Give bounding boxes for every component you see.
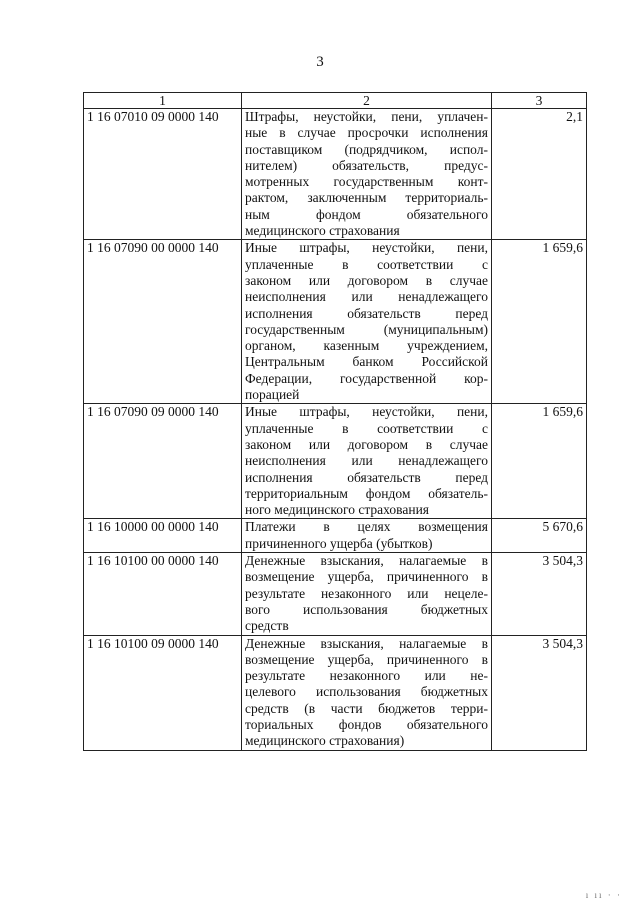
description-line: неисполнения или ненадлежащего <box>245 453 488 469</box>
description-line: уплаченные в соответствии с <box>245 420 488 436</box>
description-line: средств <box>245 618 289 634</box>
description-line: ные в случае просрочки исполнения <box>245 125 488 141</box>
budget-code-cell: 1 16 10100 09 0000 140 <box>84 635 242 750</box>
description-cell <box>242 240 492 404</box>
description-line: исполнения обязательств перед <box>245 469 488 485</box>
description-line: законом или договором в случае <box>245 272 488 288</box>
description-cell <box>242 635 492 750</box>
column-header-description: 2 <box>242 93 492 109</box>
amount-cell: 5 670,6 <box>492 519 587 553</box>
table-row <box>84 553 587 635</box>
table-row <box>84 240 587 404</box>
description-line: причиненного ущерба (убытков) <box>245 535 433 551</box>
amount-cell: 3 504,3 <box>492 553 587 635</box>
description-line: поставщиком (подрядчиком, испол- <box>245 141 488 157</box>
page-number: 3 <box>316 54 324 70</box>
amount-cell: 1 659,6 <box>492 404 587 519</box>
budget-code-cell: 1 16 10100 00 0000 140 <box>84 553 242 635</box>
description-line: Денежные взыскания, налагаемые в <box>245 553 488 569</box>
column-header-code: 1 <box>84 93 242 109</box>
description-line: Иные штрафы, неустойки, пени, <box>245 240 488 256</box>
description-line: ного медицинского страхования <box>245 502 429 518</box>
description-line: ным фондом обязательного <box>245 206 488 222</box>
description-line: медицинского страхования) <box>245 733 405 749</box>
amount-cell: 1 659,6 <box>492 240 587 404</box>
description-line: Денежные взыскания, налагаемые в <box>245 635 488 651</box>
description-line: Центральным банком Российской <box>245 354 488 370</box>
description-cell <box>242 553 492 635</box>
table-body <box>84 109 587 751</box>
table-header-row <box>84 93 587 109</box>
table-row <box>84 109 587 240</box>
description-line: Платежи в целях возмещения <box>245 519 488 535</box>
description-line: Федерации, государственной кор- <box>245 370 488 386</box>
description-line: целевого использования бюджетных <box>245 684 488 700</box>
column-header-amount: 3 <box>492 93 587 109</box>
description-cell <box>242 519 492 553</box>
amount-cell: 3 504,3 <box>492 635 587 750</box>
description-line: исполнения обязательств перед <box>245 305 488 321</box>
description-line: Штрафы, неустойки, пени, уплачен- <box>245 109 488 124</box>
scan-marks-decoration: ı ıı · · <box>585 890 622 900</box>
budget-revenue-table <box>83 92 587 751</box>
description-line: результате незаконного или нецеле- <box>245 585 488 601</box>
description-line: нителем) обязательств, предус- <box>245 157 488 173</box>
description-line: порацией <box>245 387 300 403</box>
table-row <box>84 404 587 519</box>
description-line: неисполнения или ненадлежащего <box>245 289 488 305</box>
description-line: ториальных фондов обязательного <box>245 716 488 732</box>
description-line: государственным (муниципальным) <box>245 321 488 337</box>
description-line: мотренных государственным конт- <box>245 174 488 190</box>
description-line: законом или договором в случае <box>245 436 488 452</box>
description-line: уплаченные в соответствии с <box>245 256 488 272</box>
table-row <box>84 519 587 553</box>
description-line: рактом, заключенным территориаль- <box>245 190 488 206</box>
description-line: органом, казенным учреждением, <box>245 338 488 354</box>
table-row <box>84 635 587 750</box>
description-line: вого использования бюджетных <box>245 601 488 617</box>
description-line: медицинского страхования <box>245 223 400 239</box>
budget-code-cell: 1 16 10000 00 0000 140 <box>84 519 242 553</box>
budget-code-cell: 1 16 07090 09 0000 140 <box>84 404 242 519</box>
description-line: средств (в части бюджетов терри- <box>245 700 488 716</box>
description-line: Иные штрафы, неустойки, пени, <box>245 404 488 420</box>
description-cell <box>242 109 492 240</box>
description-line: территориальным фондом обязатель- <box>245 485 488 501</box>
budget-code-cell: 1 16 07010 09 0000 140 <box>84 109 242 240</box>
description-line: результате незаконного или не- <box>245 668 488 684</box>
description-line: возмещение ущерба, причиненного в <box>245 569 488 585</box>
budget-code-cell: 1 16 07090 00 0000 140 <box>84 240 242 404</box>
amount-cell: 2,1 <box>492 109 587 240</box>
description-cell <box>242 404 492 519</box>
description-line: возмещение ущерба, причиненного в <box>245 651 488 667</box>
